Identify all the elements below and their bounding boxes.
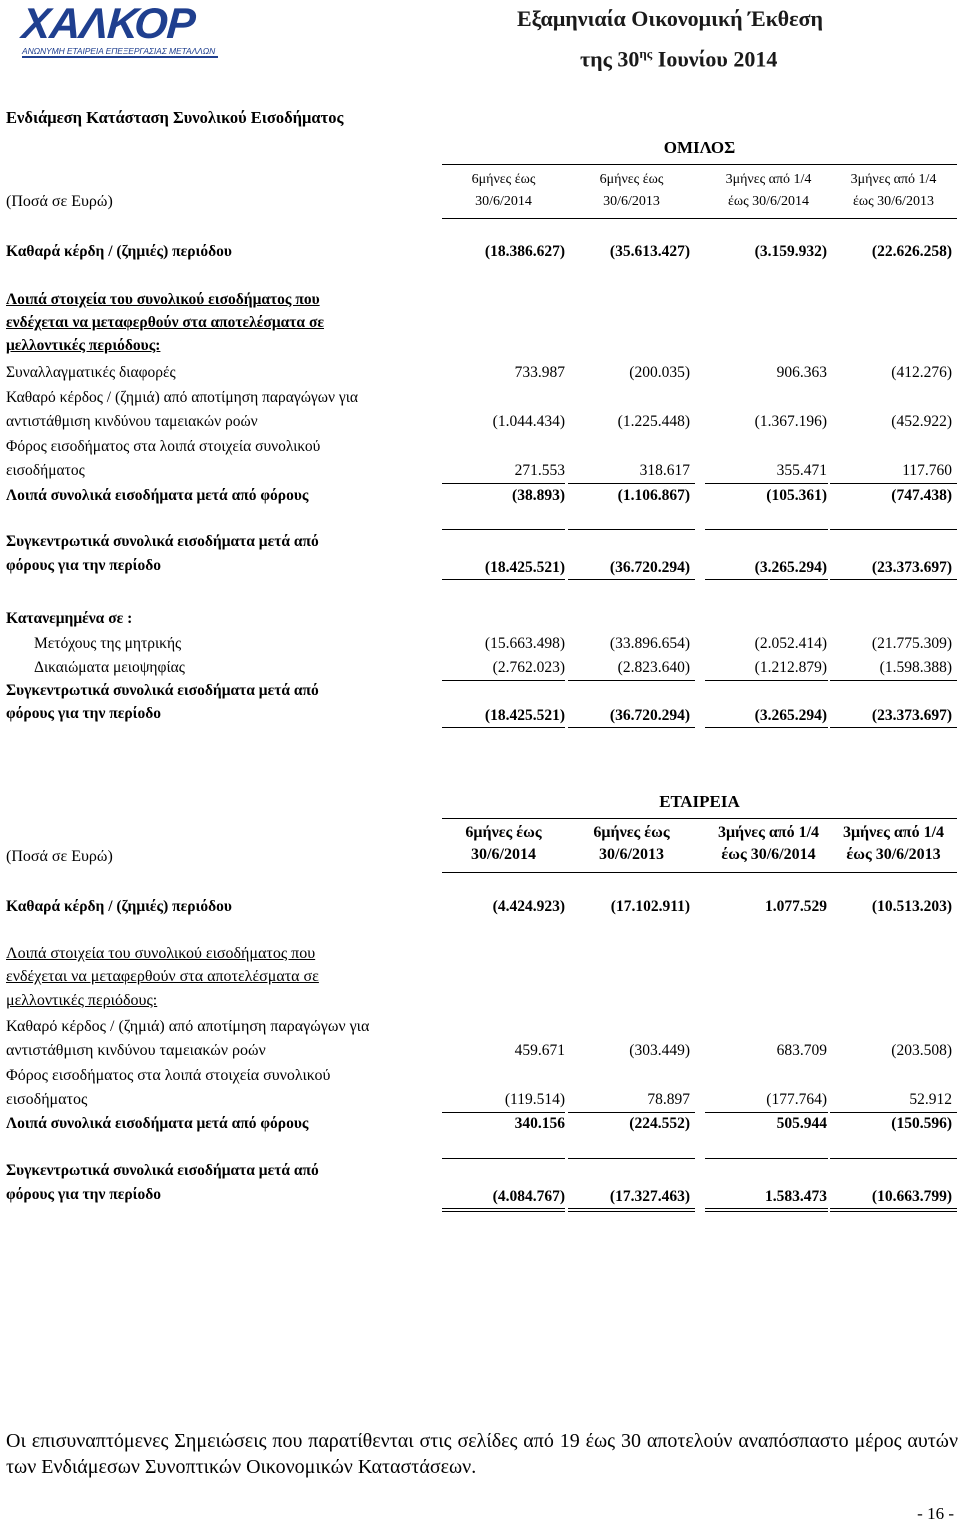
company-oci-total-col1: 340.156 (514, 1115, 565, 1132)
company-header-rule (442, 818, 957, 819)
group-minority-underline-4 (830, 680, 957, 681)
company-tax-col3: (177.764) (766, 1091, 827, 1108)
company-hedge-col4: (203.508) (891, 1042, 952, 1059)
group-parent-col2: (33.896.654) (609, 635, 690, 652)
group-total-underline-2 (568, 579, 695, 580)
company-total-col1: (4.084.767) (492, 1188, 565, 1205)
company-hedge-l1: Καθαρό κέρδος / (ζημιά) από αποτίμηση παραγώγων για (6, 1018, 370, 1035)
group-col-header-4-b: έως 30/6/2013 (853, 194, 934, 209)
group-tax-col2: 318.617 (639, 462, 690, 479)
company-col-header-2-a: 6μήνες έως (593, 824, 670, 841)
logo-name: ΧΑΛΚΟΡ (20, 0, 197, 48)
group-hedge-col4: (452.922) (891, 413, 952, 430)
group-tax-l2: εισοδήματος (6, 462, 85, 479)
group-net-col1: (18.386.627) (484, 243, 565, 260)
company-net-col2: (17.102.911) (610, 898, 690, 915)
group-hedge-l1: Καθαρό κέρδος / (ζημιά) από αποτίμηση παραγώγων για (6, 389, 359, 406)
group-total-underline-1 (442, 579, 565, 580)
company-total-underline2-3 (705, 1211, 828, 1212)
company-net-col1: (4.424.923) (492, 898, 565, 915)
logo-subtitle: ΑΝΩΝΥΜΗ ΕΤΑΙΡΕΙΑ ΕΠΕΞΕΡΓΑΣΙΑΣ ΜΕΤΑΛΛΩΝ (22, 46, 218, 58)
group-tax-underline-4 (830, 483, 957, 484)
group-total2-col4: (23.373.697) (871, 707, 952, 724)
group-alloc-label: Κατανεμημένα σε : (6, 610, 133, 627)
group-cols-rule (442, 218, 957, 219)
group-oci-head-1: Λοιπά στοιχεία του συνολικού εισοδήματος που (6, 291, 320, 308)
company-total-underline-4 (830, 1208, 957, 1209)
company-total-underline-2 (568, 1208, 695, 1209)
group-total-col2: (36.720.294) (609, 559, 690, 576)
group-total-overline-3 (705, 529, 828, 530)
company-col-header-4-b: έως 30/6/2013 (846, 846, 941, 863)
company-total-col4: (10.663.799) (871, 1188, 952, 1205)
group-total-underline-4 (830, 579, 957, 580)
page-number: - 16 - (917, 1504, 954, 1523)
group-tax-underline-2 (568, 483, 695, 484)
group-tax-col1: 271.553 (514, 462, 565, 479)
company-oci-head-2: ενδέχεται να μεταφερθούν στα αποτελέσματα σε (6, 968, 319, 985)
group-minority-label: Δικαιώματα μειοψηφίας (34, 659, 185, 676)
currency-note-company: (Ποσά σε Ευρώ) (6, 848, 113, 865)
company-tax-underline-1 (442, 1112, 565, 1113)
company-oci-total-label: Λοιπά συνολικά εισοδήματα μετά από φόρους (6, 1115, 309, 1132)
company-total-col3: 1.583.473 (765, 1188, 827, 1205)
company-total-overline-2 (568, 1158, 695, 1159)
group-col-header-1-b: 30/6/2014 (475, 194, 532, 209)
company-hedge-col1: 459.671 (514, 1042, 565, 1059)
group-tax-underline-3 (705, 483, 828, 484)
company-oci-total-col4: (150.596) (891, 1115, 952, 1132)
group-total-overline-2 (568, 529, 695, 530)
company-tax-underline-4 (830, 1112, 957, 1113)
group-col-header-2-a: 6μήνες έως (599, 172, 664, 187)
group-total2-col3: (3.265.294) (754, 707, 827, 724)
group-net-col3: (3.159.932) (754, 243, 827, 260)
company-tax-col1: (119.514) (504, 1091, 565, 1108)
group-col-header-1-a: 6μήνες έως (471, 172, 536, 187)
group-minority-col2: (2.823.640) (617, 659, 690, 676)
group-total-col1: (18.425.521) (484, 559, 565, 576)
group-oci-total-col4: (747.438) (891, 487, 952, 504)
company-total-overline-3 (705, 1158, 828, 1159)
company-col-header-3-b: έως 30/6/2014 (721, 846, 816, 863)
group-total2-l1: Συγκεντρωτικά συνολικά εισοδήματα μετά από (6, 682, 319, 699)
currency-note-group: (Ποσά σε Ευρώ) (6, 193, 113, 210)
company-section-label: ΕΤΑΙΡΕΙΑ (659, 792, 740, 811)
group-parent-col4: (21.775.309) (871, 635, 952, 652)
company-col-header-2-b: 30/6/2013 (599, 846, 664, 863)
group-net-col2: (35.613.427) (609, 243, 690, 260)
group-parent-col1: (15.663.498) (484, 635, 565, 652)
group-total-l1: Συγκεντρωτικά συνολικά εισοδήματα μετά από (6, 533, 319, 550)
group-total2-l2: φόρους για την περίοδο (6, 705, 162, 722)
company-logo (22, 2, 218, 64)
group-net-label: Καθαρά κέρδη / (ζημιές) περιόδου (6, 243, 232, 260)
group-col-header-3-b: έως 30/6/2014 (728, 194, 809, 209)
group-oci-head-3: μελλοντικές περιόδους: (6, 337, 161, 354)
group-parent-label: Μετόχους της μητρικής (34, 635, 182, 652)
company-total-l2: φόρους για την περίοδο (6, 1186, 162, 1203)
group-fx-col3: 906.363 (776, 364, 827, 381)
company-total-underline-1 (442, 1208, 565, 1209)
group-fx-col4: (412.276) (891, 364, 952, 381)
group-total2-col2: (36.720.294) (609, 707, 690, 724)
group-total-l2: φόρους για την περίοδο (6, 557, 162, 574)
company-tax-l1: Φόρος εισοδήματος στα λοιπά στοιχεία συνολικού (6, 1067, 331, 1084)
group-total-underline-3 (705, 579, 828, 580)
company-col-header-1-a: 6μήνες έως (465, 824, 542, 841)
group-minority-col1: (2.762.023) (492, 659, 565, 676)
company-total-col2: (17.327.463) (609, 1188, 690, 1205)
group-oci-head-2: ενδέχεται να μεταφερθούν στα αποτελέσματα σε (6, 314, 324, 331)
company-tax-l2: εισοδήματος (6, 1091, 88, 1108)
report-title: Εξαμηνιαία Οικονομική Έκθεση (517, 6, 823, 31)
company-oci-head-1: Λοιπά στοιχεία του συνολικού εισοδήματος που (6, 945, 316, 962)
group-fx-label: Συναλλαγματικές διαφορές (6, 364, 176, 381)
company-oci-head-3: μελλοντικές περιόδους: (6, 992, 158, 1009)
company-oci-total-col3: 505.944 (776, 1115, 827, 1132)
company-total-l1: Συγκεντρωτικά συνολικά εισοδήματα μετά από (6, 1162, 319, 1179)
group-fx-col1: 733.987 (514, 364, 565, 381)
group-minority-col3: (1.212.879) (754, 659, 827, 676)
group-hedge-l2: αντιστάθμιση κινδύνου ταμειακών ροών (6, 413, 258, 430)
group-oci-total-col1: (38.893) (512, 487, 565, 504)
statement-title: Ενδιάμεση Κατάσταση Συνολικού Εισοδήματος (6, 108, 344, 127)
company-hedge-col3: 683.709 (776, 1042, 827, 1059)
company-hedge-col2: (303.449) (629, 1042, 690, 1059)
company-net-col3: 1.077.529 (765, 898, 827, 915)
group-oci-total-label: Λοιπά συνολικά εισοδήματα μετά από φόρους (6, 487, 309, 504)
group-hedge-col1: (1.044.434) (492, 413, 565, 430)
group-header-rule (442, 164, 957, 165)
company-col-header-4-a: 3μήνες από 1/4 (842, 824, 945, 841)
group-total2-underline-1 (442, 727, 565, 728)
company-tax-underline-2 (568, 1112, 695, 1113)
company-oci-total-col2: (224.552) (629, 1115, 690, 1132)
report-date: της $30^{\eta\varsigma}$ Ιουνίου 2014 (580, 46, 778, 72)
group-hedge-col2: (1.225.448) (617, 413, 690, 430)
group-tax-col3: 355.471 (776, 462, 827, 479)
company-tax-col2: 78.897 (647, 1091, 690, 1108)
footnote: Οι επισυναπτόμενες Σημειώσεις που παρατίθενται στις σελίδες από 19 έως 30 αποτελούν αναπόσπαστο μέρος αυτών των Ενδιάμεσων Συνοπτικών Οικονομικών Καταστάσεων. (6, 1430, 958, 1478)
company-net-label: Καθαρά κέρδη / (ζημιές) περιόδου (6, 898, 232, 915)
group-parent-col3: (2.052.414) (754, 635, 827, 652)
company-cols-rule (442, 872, 957, 873)
group-minority-underline-1 (442, 680, 565, 681)
company-total-underline2-2 (568, 1211, 695, 1212)
group-section-label: ΟΜΙΛΟΣ (663, 138, 736, 157)
company-col-header-1-b: 30/6/2014 (471, 846, 536, 863)
group-oci-total-col3: (105.361) (766, 487, 827, 504)
company-tax-underline-3 (705, 1112, 828, 1113)
group-hedge-col3: (1.367.196) (754, 413, 827, 430)
company-total-overline-1 (442, 1158, 565, 1159)
group-net-col4: (22.626.258) (871, 243, 952, 260)
group-col-header-2-b: 30/6/2013 (603, 194, 660, 209)
group-fx-col2: (200.035) (629, 364, 690, 381)
group-tax-underline-1 (442, 483, 565, 484)
group-col-header-4-a: 3μήνες από 1/4 (850, 172, 937, 187)
group-total2-underline-3 (705, 727, 828, 728)
group-total-overline-4 (830, 529, 957, 530)
company-total-underline2-1 (442, 1211, 565, 1212)
company-total-overline-4 (830, 1158, 957, 1159)
group-total-col3: (3.265.294) (754, 559, 827, 576)
company-total-underline-3 (705, 1208, 828, 1209)
group-tax-col4: 117.760 (902, 462, 952, 479)
group-total2-col1: (18.425.521) (484, 707, 565, 724)
group-total-col4: (23.373.697) (871, 559, 952, 576)
group-minority-col4: (1.598.388) (879, 659, 952, 676)
company-tax-col4: 52.912 (909, 1091, 952, 1108)
group-minority-underline-2 (568, 680, 695, 681)
group-tax-l1: Φόρος εισοδήματος στα λοιπά στοιχεία συνολικού (6, 438, 321, 455)
company-hedge-l2: αντιστάθμιση κινδύνου ταμειακών ροών (6, 1042, 266, 1059)
group-oci-total-col2: (1.106.867) (617, 487, 690, 504)
group-minority-underline-3 (705, 680, 828, 681)
company-col-header-3-a: 3μήνες από 1/4 (717, 824, 820, 841)
company-net-col4: (10.513.203) (871, 898, 952, 915)
company-total-underline2-4 (830, 1211, 957, 1212)
group-total-overline-1 (442, 529, 565, 530)
group-total2-underline-4 (830, 727, 957, 728)
group-total2-underline-2 (568, 727, 695, 728)
group-col-header-3-a: 3μήνες από 1/4 (725, 172, 812, 187)
